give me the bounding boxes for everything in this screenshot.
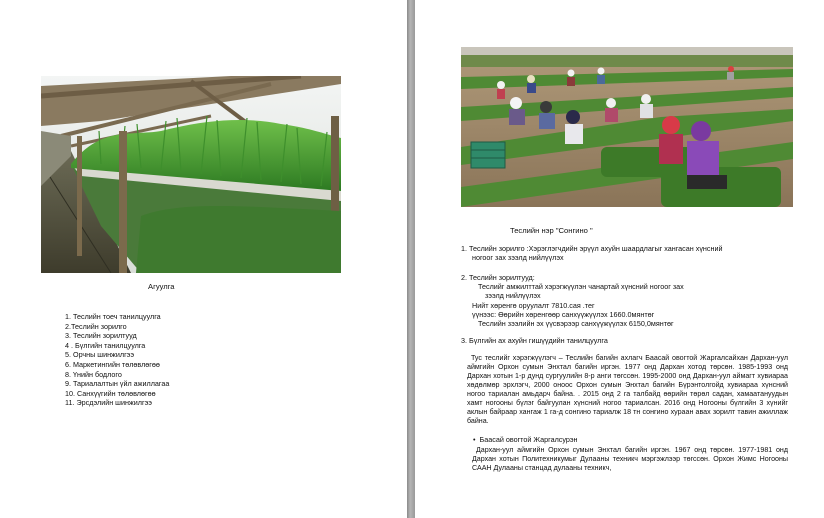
- group-heading: 3. Бүлгийн ах ахуйн гишүүдийн танилцуулга: [461, 336, 608, 345]
- task-line: зээлд нийлүүлэх: [485, 291, 541, 300]
- toc-item: 3. Теслийн зорилтууд: [65, 331, 137, 341]
- toc-item: 1. Теслийн тоеч танилцуулга: [65, 312, 161, 321]
- right-page: [415, 0, 824, 518]
- member-bio-paragraph: Дархан-уул аймгийн Орхон сумын Энхтал багийн иргэн. 1967 онд төрсөн. 1977-1981 онд Дархан хотын Политехникумыг Дулааны техникч мэргэжлээр төгссөн. Орхон Жимс Ногооны СААН Дулааны станцад дулааны техникч,: [472, 446, 788, 472]
- member-name: Баасай овогтой Жаргалсурэн: [479, 435, 578, 444]
- bullet-member-name: [473, 436, 578, 444]
- own-funds: үүнээс: Өөрийн хөренгөөр санхүүжүүлэх 1660.0мянтөг: [472, 310, 655, 319]
- tasks-heading: 2. Теслийн зорилтууд:: [461, 273, 535, 282]
- goal-continuation: ногоог зах зээлд нийлүүлэх: [472, 253, 564, 262]
- toc-item: 5. Орчны шинжилгээ: [65, 350, 135, 360]
- toc-item: 10. Санхүүгийн төлөвлөгөө: [65, 388, 156, 398]
- field-image: [461, 47, 793, 207]
- goal-heading: 1. Теслийн зорилго :Хэрэглэгчдийн эрүүл ахуйн шаардлагыг хангасан хүнсний: [461, 244, 723, 253]
- greenhouse-image: [41, 76, 341, 273]
- task-line: Теслийг амжилттай хэрэгжүүлэн чанартай хүнсний ногоог зах: [478, 282, 684, 291]
- toc-item: 4 . Бүлгийн танилцуулга: [65, 340, 146, 350]
- bullet-icon: •: [473, 435, 480, 444]
- page-divider: [407, 0, 415, 518]
- toc-item: 6. Маркетингийн төлөвлөгөө: [65, 359, 160, 369]
- toc-item: 9. Тариалалтын үйл ажиллагаа: [65, 379, 170, 389]
- photo-caption: Агуулга: [148, 282, 175, 291]
- loan-funds: Теслийн зээлийн эх үүсвэрээр санхүүжүүлэх 6150,0мянтөг: [478, 319, 674, 328]
- toc-item: 2.Теслийн зорилго: [65, 321, 127, 331]
- greenhouse-onion-photo: [41, 76, 341, 273]
- field-workers-photo: [461, 47, 793, 207]
- left-page: [0, 0, 407, 518]
- table-of-contents: [65, 312, 169, 408]
- toc-item: 11. Эрсдэлийн шинжилгээ: [65, 398, 152, 408]
- toc-item: 8. Үнийн бодлого: [65, 369, 122, 379]
- total-investment: Нийт хөренгө оруулалт 7810.сая .тег: [472, 301, 595, 310]
- project-name: Теслийн нэр "Сонгино ": [510, 226, 593, 235]
- leader-bio-paragraph: Тус теслийг хэрэгжүүлэгч – Теслийн багийн ахлагч Баасай овогтой Жаргалсайхан Дархан-уул аймгийн Орхон сумын Энхтал багийн иргэн. 1977 онд Дархан хотод төрсөн. 1985-1993 онд Дархан хотын 1-р дунд сургуулийн 8-р анги төгссөн. 1995-2000 онд Дархан-уул аймагт хувиараа хөдөлмөр эрхлэгч, 2000 оноос Орхон сумын Энхтал багийн Бүрэнтолгойд хувиараа хүнсний ногоо тариалан амьдарч байна. . 2015 онд 2 га талбайд өөрийн төрөл садан, хамаатануудын хамт ногооны бүлэг байгуулан хүнсний ногоо тариалсан. 2016 онд Ногооны бүлгийн 3 хүнийг аклын байраар хангаж 1 га-д сонгино тариалж 18 тн сонгино хураан авах зорилт тавин ажиллаж байна.: [467, 354, 788, 425]
